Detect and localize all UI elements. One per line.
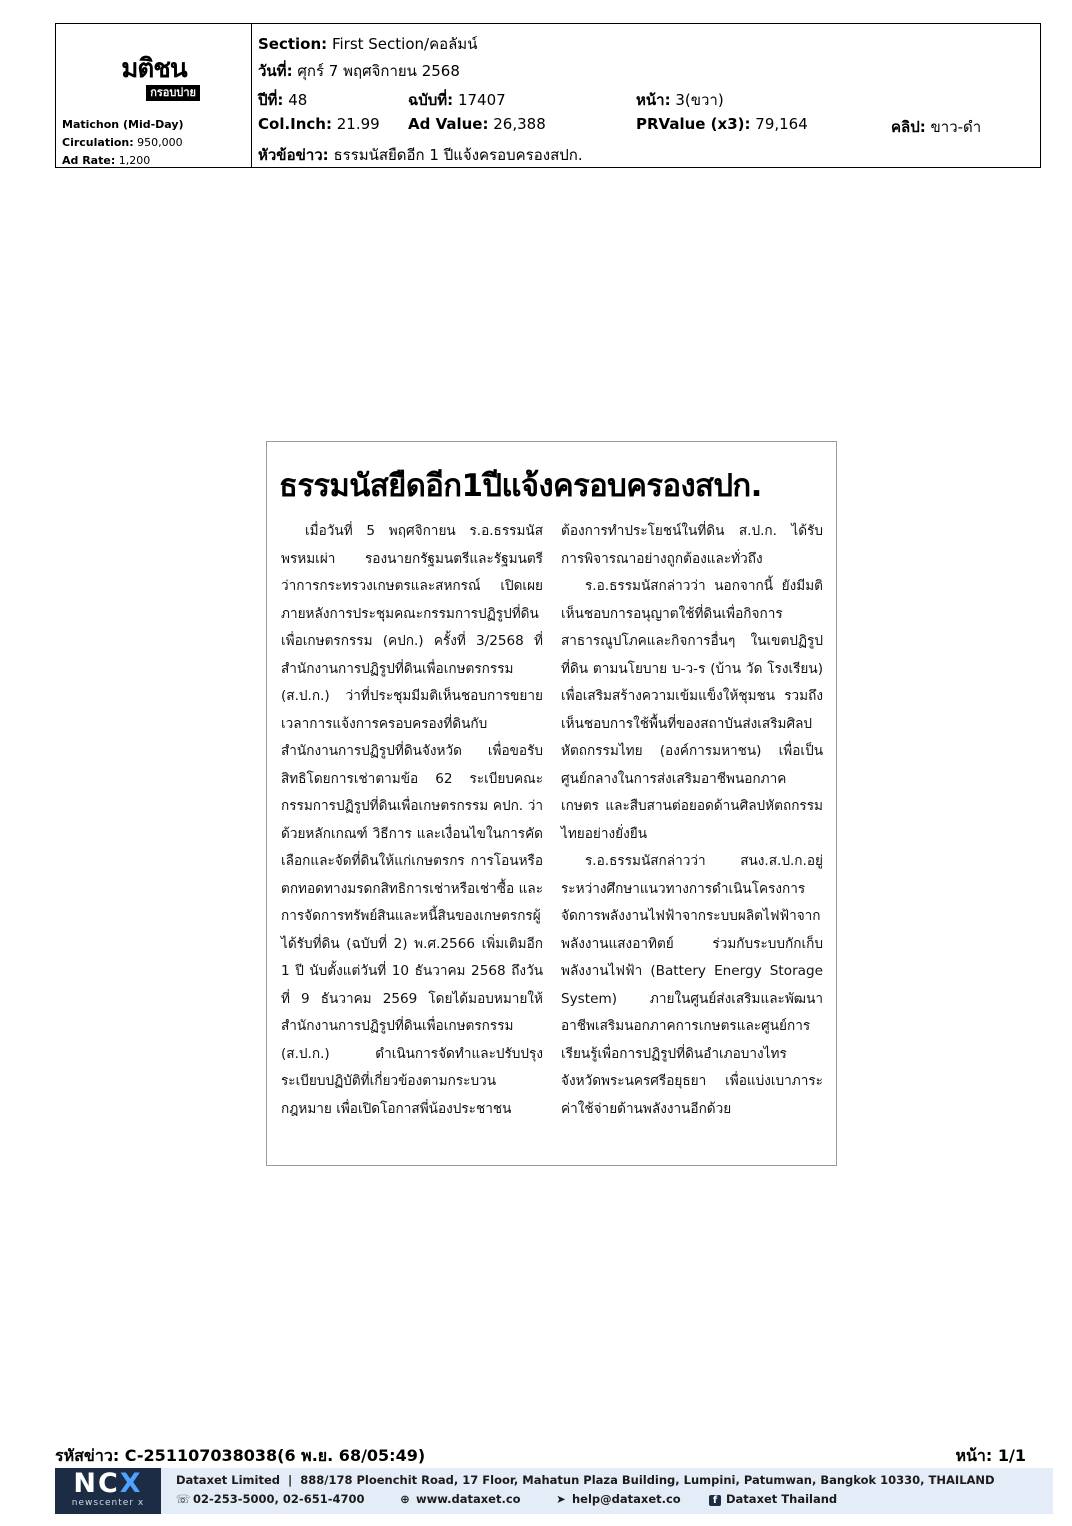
company-name: Dataxet Limited	[176, 1473, 281, 1487]
publication-panel	[56, 24, 252, 167]
publication-name: Matichon (Mid-Day)	[62, 118, 184, 131]
globe-icon: ⊕	[400, 1492, 410, 1506]
advalue-value: 26,388	[493, 115, 546, 133]
article-column-right	[561, 518, 823, 1123]
colinch-value: 21.99	[336, 115, 380, 133]
headline-row	[258, 143, 583, 167]
clip-label: คลิป:	[891, 118, 926, 136]
company-line	[176, 1473, 995, 1487]
adrate-value: 1,200	[118, 154, 151, 167]
headline-label: หัวข้อข่าว:	[258, 146, 329, 164]
phone-text: 02-253-5000, 02-651-4700	[193, 1492, 365, 1506]
page-value: 1/1	[997, 1446, 1026, 1465]
circulation-value: 950,000	[137, 136, 183, 149]
pageno-field	[636, 88, 724, 112]
contact-phone	[176, 1492, 365, 1506]
colinch-label: Col.Inch:	[258, 115, 332, 133]
logo-text: มติชน	[121, 54, 187, 84]
ncx-logo	[55, 1468, 161, 1514]
social-text[interactable]: Dataxet Thailand	[726, 1492, 838, 1506]
page-label: หน้า:	[955, 1446, 993, 1465]
contact-website[interactable]	[399, 1492, 521, 1506]
page-counter	[955, 1444, 1026, 1469]
advalue-label: Ad Value:	[408, 115, 489, 133]
section-label: Section:	[258, 35, 328, 53]
issue-field	[408, 88, 506, 112]
section-row	[258, 32, 477, 56]
adrate-label: Ad Rate:	[62, 154, 116, 167]
advalue-field	[408, 115, 546, 133]
colinch-field	[258, 115, 380, 133]
section-value: First Section/คอลัมน์	[331, 35, 478, 53]
facebook-icon: f	[709, 1495, 721, 1506]
article-paragraph: ต้องการทำประโยชน์ในที่ดิน ส.ป.ก. ได้รับการพิจารณาอย่างถูกต้องและทั่วถึง	[561, 523, 823, 567]
footer-bar	[55, 1468, 1053, 1514]
logo-edition: กรอบบ่าย	[146, 85, 200, 101]
contact-email[interactable]	[555, 1492, 681, 1506]
date-label: วันที่:	[258, 62, 293, 80]
year-label: ปีที่:	[258, 91, 284, 109]
website-text[interactable]: www.dataxet.co	[416, 1492, 521, 1506]
pageno-value: 3(ขวา)	[675, 91, 724, 109]
article-headline: ธรรมนัสยืดอีก1ปีแจ้งครอบครองสปก.	[279, 468, 762, 504]
news-code	[55, 1444, 425, 1469]
publication-info	[62, 116, 184, 170]
news-code-label: รหัสข่าว:	[55, 1446, 120, 1465]
prvalue-label: PRValue (x3):	[636, 115, 751, 133]
ncx-logo-x: X	[119, 1468, 143, 1499]
contact-social[interactable]	[709, 1492, 837, 1506]
matichon-logo	[108, 54, 200, 110]
pageno-label: หน้า:	[636, 91, 671, 109]
clip-field	[891, 115, 981, 139]
circulation-label: Circulation:	[62, 136, 134, 149]
clip-value: ขาว-ดำ	[930, 118, 982, 136]
email-text[interactable]: help@dataxet.co	[572, 1492, 681, 1506]
news-code-value: C-251107038038	[124, 1446, 278, 1465]
prvalue-value: 79,164	[755, 115, 808, 133]
date-row	[258, 59, 460, 83]
ncx-logo-nc: NC	[73, 1468, 120, 1499]
phone-icon: ☏	[176, 1492, 191, 1506]
ncx-logo-text	[55, 1469, 161, 1499]
company-address: 888/178 Ploenchit Road, 17 Floor, Mahatun Plaza Building, Lumpini, Patumwan, Bangkok 10330, THAILAND	[300, 1473, 995, 1487]
issue-value: 17407	[457, 91, 506, 109]
article-column-left	[281, 518, 543, 1123]
year-field	[258, 88, 307, 112]
news-code-time: (6 พ.ย. 68/05:49)	[277, 1446, 426, 1465]
headline-value: ธรรมนัสยืดอีก 1 ปีแจ้งครอบครองสปก.	[333, 146, 583, 164]
article-paragraph: ร.อ.ธรรมนัสกล่าวว่า สนง.ส.ป.ก.อยู่ระหว่างศึกษาแนวทางการดำเนินโครงการจัดการพลังงานไฟฟ้าจากระบบผลิตไฟฟ้าจากพลังงานแสงอาทิตย์ ร่วมกับระบบกักเก็บพลังงานไฟฟ้า (Battery Energy Storage System) ภายในศูนย์ส่งเสริมและพัฒนาอาชีพเสริมนอกภาคการเกษตรและศูนย์การเรียนรู้เพื่อการปฏิรูปที่ดินอำเภอบางไทร จังหวัดพระนครศรีอยุธยา เพื่อแบ่งเบาภาระค่าใช้จ่ายด้านพลังงานอีกด้วย	[561, 853, 823, 1117]
date-value: ศุกร์ 7 พฤศจิกายน 2568	[297, 62, 460, 80]
prvalue-field	[636, 115, 808, 133]
metadata-panel	[251, 24, 1040, 167]
separator: |	[288, 1473, 293, 1487]
article-paragraph: เมื่อวันที่ 5 พฤศจิกายน ร.อ.ธรรมนัส พรหมเผ่า รองนายกรัฐมนตรีและรัฐมนตรีว่าการกระทรวงเกษตรและสหกรณ์ เปิดเผยภายหลังการประชุมคณะกรรมการปฏิรูปที่ดินเพื่อเกษตรกรรม (คปก.) ครั้งที่ 3/2568 ที่สำนักงานการปฏิรูปที่ดินเพื่อเกษตรกรรม (ส.ป.ก.) ว่าที่ประชุมมีมติเห็นชอบการขยายเวลาการแจ้งการครอบครองที่ดินกับสำนักงานการปฏิรูปที่ดินจังหวัด เพื่อขอรับสิทธิโดยการเช่าตามข้อ 62 ระเบียบคณะกรรมการปฏิรูปที่ดินเพื่อเกษตรกรรม คปก. ว่าด้วยหลักเกณฑ์ วิธีการ และเงื่อนไขในการคัดเลือกและจัดที่ดินให้แก่เกษตรกร การโอนหรือตกทอดทางมรดกสิทธิการเช่าหรือเช่าซื้อ และการจัดการทรัพย์สินและหนี้สินของเกษตรกรผู้ได้รับที่ดิน (ฉบับที่ 2) พ.ศ.2566 เพิ่มเติมอีก 1 ปี นับตั้งแต่วันที่ 10 ธันวาคม 2568 ถึงวันที่ 9 ธันวาคม 2569 โดยได้มอบหมายให้สำนักงานการปฏิรูปที่ดินเพื่อเกษตรกรรม (ส.ป.ก.) ดำเนินการจัดทำและปรับปรุงระเบียบปฏิบัติที่เกี่ยวข้องตามกระบวนกฎหมาย เพื่อเปิดโอกาสพี่น้องประชาชน	[281, 523, 543, 1117]
issue-label: ฉบับที่:	[408, 91, 454, 109]
article-paragraph: ร.อ.ธรรมนัสกล่าวว่า นอกจากนี้ ยังมีมติเห็นชอบการอนุญาตใช้ที่ดินเพื่อกิจการสาธารณูปโภคและกิจการอื่นๆ ในเขตปฏิรูปที่ดิน ตามนโยบาย บ-ว-ร (บ้าน วัด โรงเรียน) เพื่อเสริมสร้างความเข้มแข็งให้ชุมชน รวมถึงเห็นชอบการใช้พื้นที่ของสถาบันส่งเสริมศิลปหัตถกรรมไทย (องค์การมหาชน) เพื่อเป็นศูนย์กลางในการส่งเสริมอาชีพนอกภาคเกษตร และสืบสานต่อยอดด้านศิลปหัตถกรรมไทยอย่างยั่งยืน	[561, 578, 823, 842]
article-clipping	[266, 441, 837, 1166]
year-value: 48	[288, 91, 308, 109]
clipping-header	[55, 23, 1041, 168]
send-icon: ➤	[556, 1492, 566, 1506]
ncx-logo-sub: newscenter x	[71, 1498, 145, 1508]
